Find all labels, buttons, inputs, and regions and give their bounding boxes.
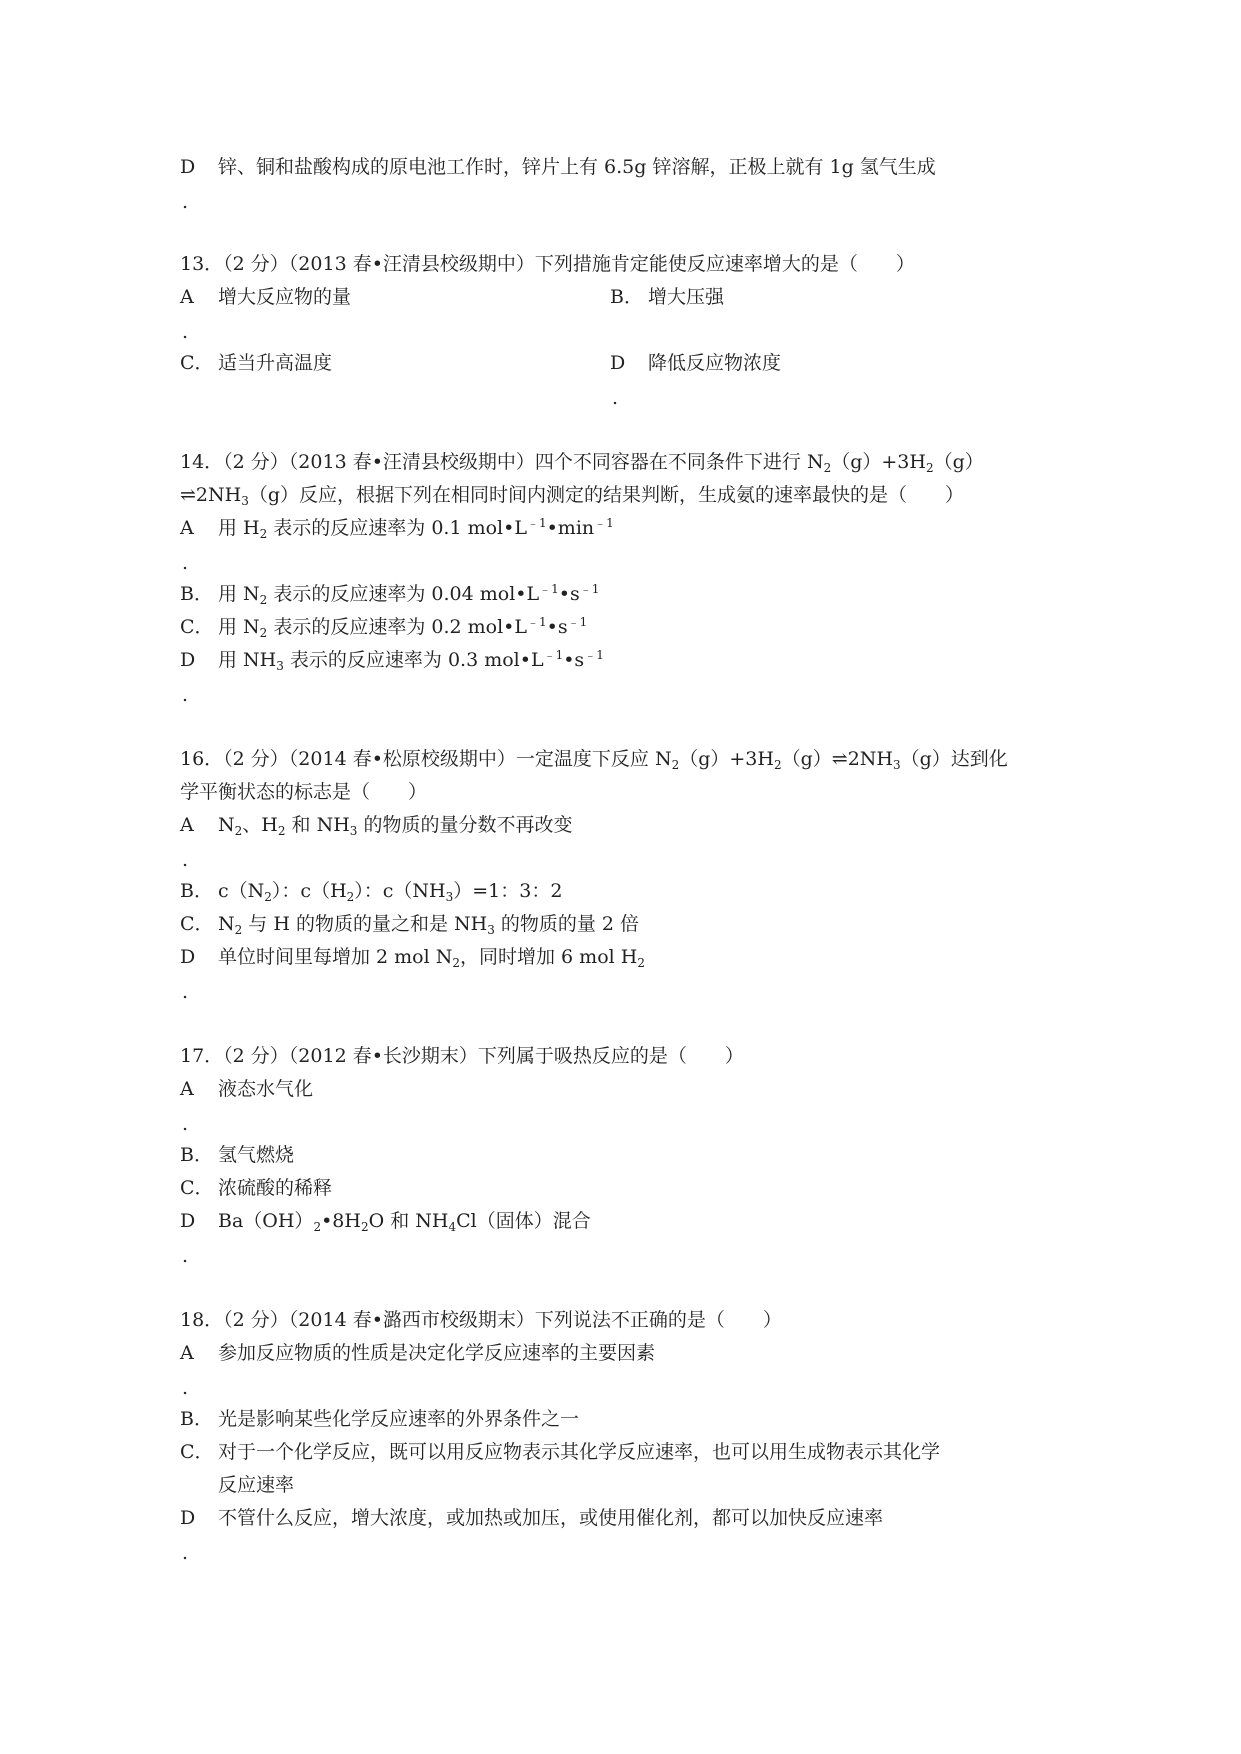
option-marker: D xyxy=(180,649,196,671)
q13-option-d xyxy=(610,350,781,376)
text-run: •s xyxy=(558,583,580,605)
option-marker: B． xyxy=(180,1408,213,1430)
subscript: 2 xyxy=(925,461,934,475)
option-text: 适当升高温度 xyxy=(218,352,333,374)
subscript: 2 xyxy=(259,626,268,640)
subscript: 2 xyxy=(346,890,355,904)
option-dot: . xyxy=(182,1113,189,1135)
option-marker: A xyxy=(180,1078,194,1100)
subscript: 4 xyxy=(448,1220,457,1234)
subscript: 2 xyxy=(234,824,243,838)
text-run: ）：c（NH xyxy=(354,880,446,902)
superscript: ﹣1 xyxy=(539,582,559,596)
option-marker: D xyxy=(180,1210,196,1232)
option-text: 锌、铜和盐酸构成的原电池工作时，锌片上有 6.5g 锌溶解，正极上就有 1g 氢气生成 xyxy=(218,156,936,178)
text-run: 表示的反应速率为 0.1 mol•L xyxy=(267,517,527,539)
subscript: 2 xyxy=(823,461,832,475)
q17-option-b xyxy=(180,1142,294,1168)
option-text: 浓硫酸的稀释 xyxy=(218,1177,333,1199)
option-marker: C． xyxy=(180,352,214,374)
option-text: 氢气燃烧 xyxy=(218,1144,295,1166)
text-run: c（N xyxy=(218,880,265,902)
q14-option-a xyxy=(180,515,614,541)
q14-stem-line1 xyxy=(180,449,984,475)
text-run: ）：c（H xyxy=(271,880,347,902)
option-marker: A xyxy=(180,286,194,308)
superscript: ﹣1 xyxy=(567,615,588,629)
q13-option-a xyxy=(180,284,351,310)
q14-option-d xyxy=(180,647,604,673)
superscript: ﹣1 xyxy=(526,516,547,530)
text-run: 单位时间里每增加 2 mol N xyxy=(218,946,453,968)
q16-stem-line1 xyxy=(180,746,1008,772)
option-dot: . xyxy=(182,849,189,871)
subscript: 2 xyxy=(277,824,286,838)
subscript: 3 xyxy=(349,824,358,838)
option-marker: B． xyxy=(180,583,213,605)
subscript: 2 xyxy=(234,923,243,937)
text-run: （g）+3H xyxy=(679,748,774,770)
option-marker: D xyxy=(180,1507,196,1529)
text-run: （g）⇌2NH xyxy=(781,748,893,770)
option-marker: A xyxy=(180,814,194,836)
option-marker: B． xyxy=(180,1144,213,1166)
superscript: ﹣1 xyxy=(594,516,614,530)
text-run: •s xyxy=(563,649,585,671)
q14-option-b xyxy=(180,581,599,607)
q13-stem: 13．（2 分）（2013 春•汪清县校级期中）下列措施肯定能使反应速率增大的是（ ） xyxy=(180,253,915,275)
option-dot: . xyxy=(612,387,619,409)
q18-option-c-continued: 反应速率 xyxy=(218,1474,295,1496)
subscript: 2 xyxy=(259,527,268,541)
subscript: 2 xyxy=(637,956,645,970)
q17-option-d xyxy=(180,1208,591,1234)
q16-option-d xyxy=(180,944,645,970)
q13-option-c xyxy=(180,350,332,376)
text-run: N xyxy=(218,913,235,935)
text-run: •s xyxy=(546,616,568,638)
text-run: 与 H 的物质的量之和是 NH xyxy=(242,913,488,935)
option-marker: C． xyxy=(180,1441,214,1463)
text-run: 的物质的量分数不再改变 xyxy=(357,814,573,836)
q16-option-c xyxy=(180,911,639,937)
text-run: 表示的反应速率为 0.2 mol•L xyxy=(267,616,528,638)
text-run: ，同时增加 6 mol H xyxy=(460,946,638,968)
option-dot: . xyxy=(182,1377,189,1399)
q13-option-b xyxy=(610,284,724,310)
subscript: 2 xyxy=(264,890,272,904)
text-run: （g）+3H xyxy=(831,451,926,473)
subscript: 3 xyxy=(445,890,454,904)
option-dot: . xyxy=(182,1245,189,1267)
subscript: 2 xyxy=(773,758,782,772)
superscript: ﹣1 xyxy=(527,615,547,629)
option-marker: B． xyxy=(610,286,643,308)
q17-stem: 17．（2 分）（2012 春•长沙期末）下列属于吸热反应的是（ ） xyxy=(180,1045,744,1067)
q17-option-c xyxy=(180,1175,332,1201)
option-marker: D xyxy=(180,946,196,968)
option-dot: . xyxy=(182,321,189,343)
subscript: 3 xyxy=(276,659,284,673)
text-run: （g） xyxy=(933,451,984,473)
q17-option-a xyxy=(180,1076,313,1102)
text-run: 表示的反应速率为 0.3 mol•L xyxy=(283,649,544,671)
subscript: 2 xyxy=(452,956,461,970)
text-run: 用 N xyxy=(218,583,260,605)
q16-option-a xyxy=(180,812,572,838)
q18-option-a xyxy=(180,1340,655,1366)
option-text: 对于一个化学反应，既可以用反应物表示其化学反应速率，也可以用生成物表示其化学 xyxy=(218,1441,941,1463)
subscript: 2 xyxy=(259,593,268,607)
text-run: 、H xyxy=(242,814,278,836)
text-run: Ba（OH） xyxy=(218,1210,314,1232)
option-text: 光是影响某些化学反应速率的外界条件之一 xyxy=(218,1408,580,1430)
superscript: ﹣1 xyxy=(543,648,564,662)
q18-stem: 18．（2 分）（2014 春•潞西市校级期末）下列说法不正确的是（ ） xyxy=(180,1309,782,1331)
text-run: 14．（2 分）（2013 春•汪清县校级期中）四个不同容器在不同条件下进行 N xyxy=(180,451,824,473)
text-run: 的物质的量 2 倍 xyxy=(494,913,640,935)
q18-option-d xyxy=(180,1505,883,1531)
option-text: 增大压强 xyxy=(648,286,725,308)
subscript: 3 xyxy=(892,758,901,772)
option-marker: B． xyxy=(180,880,213,902)
text-run: •min xyxy=(546,517,595,539)
superscript: ﹣1 xyxy=(579,582,600,596)
text-run: 表示的反应速率为 0.04 mol•L xyxy=(267,583,540,605)
text-run: 16．（2 分）（2014 春•松原校级期中）一定温度下反应 N xyxy=(180,748,672,770)
option-text: 参加反应物质的性质是决定化学反应速率的主要因素 xyxy=(218,1342,656,1364)
subscript: 3 xyxy=(487,923,495,937)
option-dot: . xyxy=(182,1542,189,1564)
text-run: 用 H xyxy=(218,517,260,539)
q14-option-c xyxy=(180,614,587,640)
option-marker: A xyxy=(180,1342,194,1364)
q16-stem-line2: 学平衡状态的标志是（ ） xyxy=(180,781,428,803)
option-text: 不管什么反应，增大浓度，或加热或加压，或使用催化剂，都可以加快反应速率 xyxy=(218,1507,884,1529)
q14-stem-line2 xyxy=(180,482,964,508)
option-dot: . xyxy=(182,191,189,213)
option-text: 液态水气化 xyxy=(218,1078,314,1100)
option-marker: D xyxy=(610,352,626,374)
text-run: 用 NH xyxy=(218,649,277,671)
subscript: 2 xyxy=(360,1220,369,1234)
text-run: 和 NH xyxy=(285,814,350,836)
option-dot: . xyxy=(182,552,189,574)
option-dot: . xyxy=(182,981,189,1003)
text-run: （g）反应，根据下列在相同时间内测定的结果判断，生成氨的速率最快的是（ ） xyxy=(248,484,965,506)
text-run: O 和 NH xyxy=(368,1210,449,1232)
text-run: 用 N xyxy=(218,616,260,638)
text-run: ）=1：3：2 xyxy=(453,880,563,902)
option-marker: C． xyxy=(180,616,214,638)
option-dot: . xyxy=(182,684,189,706)
q12-option-d xyxy=(180,154,936,180)
option-marker: C． xyxy=(180,1177,214,1199)
q16-option-b xyxy=(180,878,562,904)
subscript: 2 xyxy=(313,1220,322,1234)
subscript: 3 xyxy=(241,494,249,508)
option-text: 增大反应物的量 xyxy=(218,286,352,308)
text-run: •8H xyxy=(321,1210,361,1232)
q18-option-b xyxy=(180,1406,579,1432)
text-run: （g）达到化 xyxy=(900,748,1008,770)
q18-option-c xyxy=(180,1439,940,1465)
option-text: 降低反应物浓度 xyxy=(648,352,782,374)
option-marker: D xyxy=(180,156,196,178)
text-run: ⇌2NH xyxy=(180,484,242,506)
text-run: Cl（固体）混合 xyxy=(456,1210,591,1232)
superscript: ﹣1 xyxy=(584,648,604,662)
text-run: N xyxy=(218,814,235,836)
option-marker: C． xyxy=(180,913,214,935)
subscript: 2 xyxy=(671,758,680,772)
option-marker: A xyxy=(180,517,194,539)
